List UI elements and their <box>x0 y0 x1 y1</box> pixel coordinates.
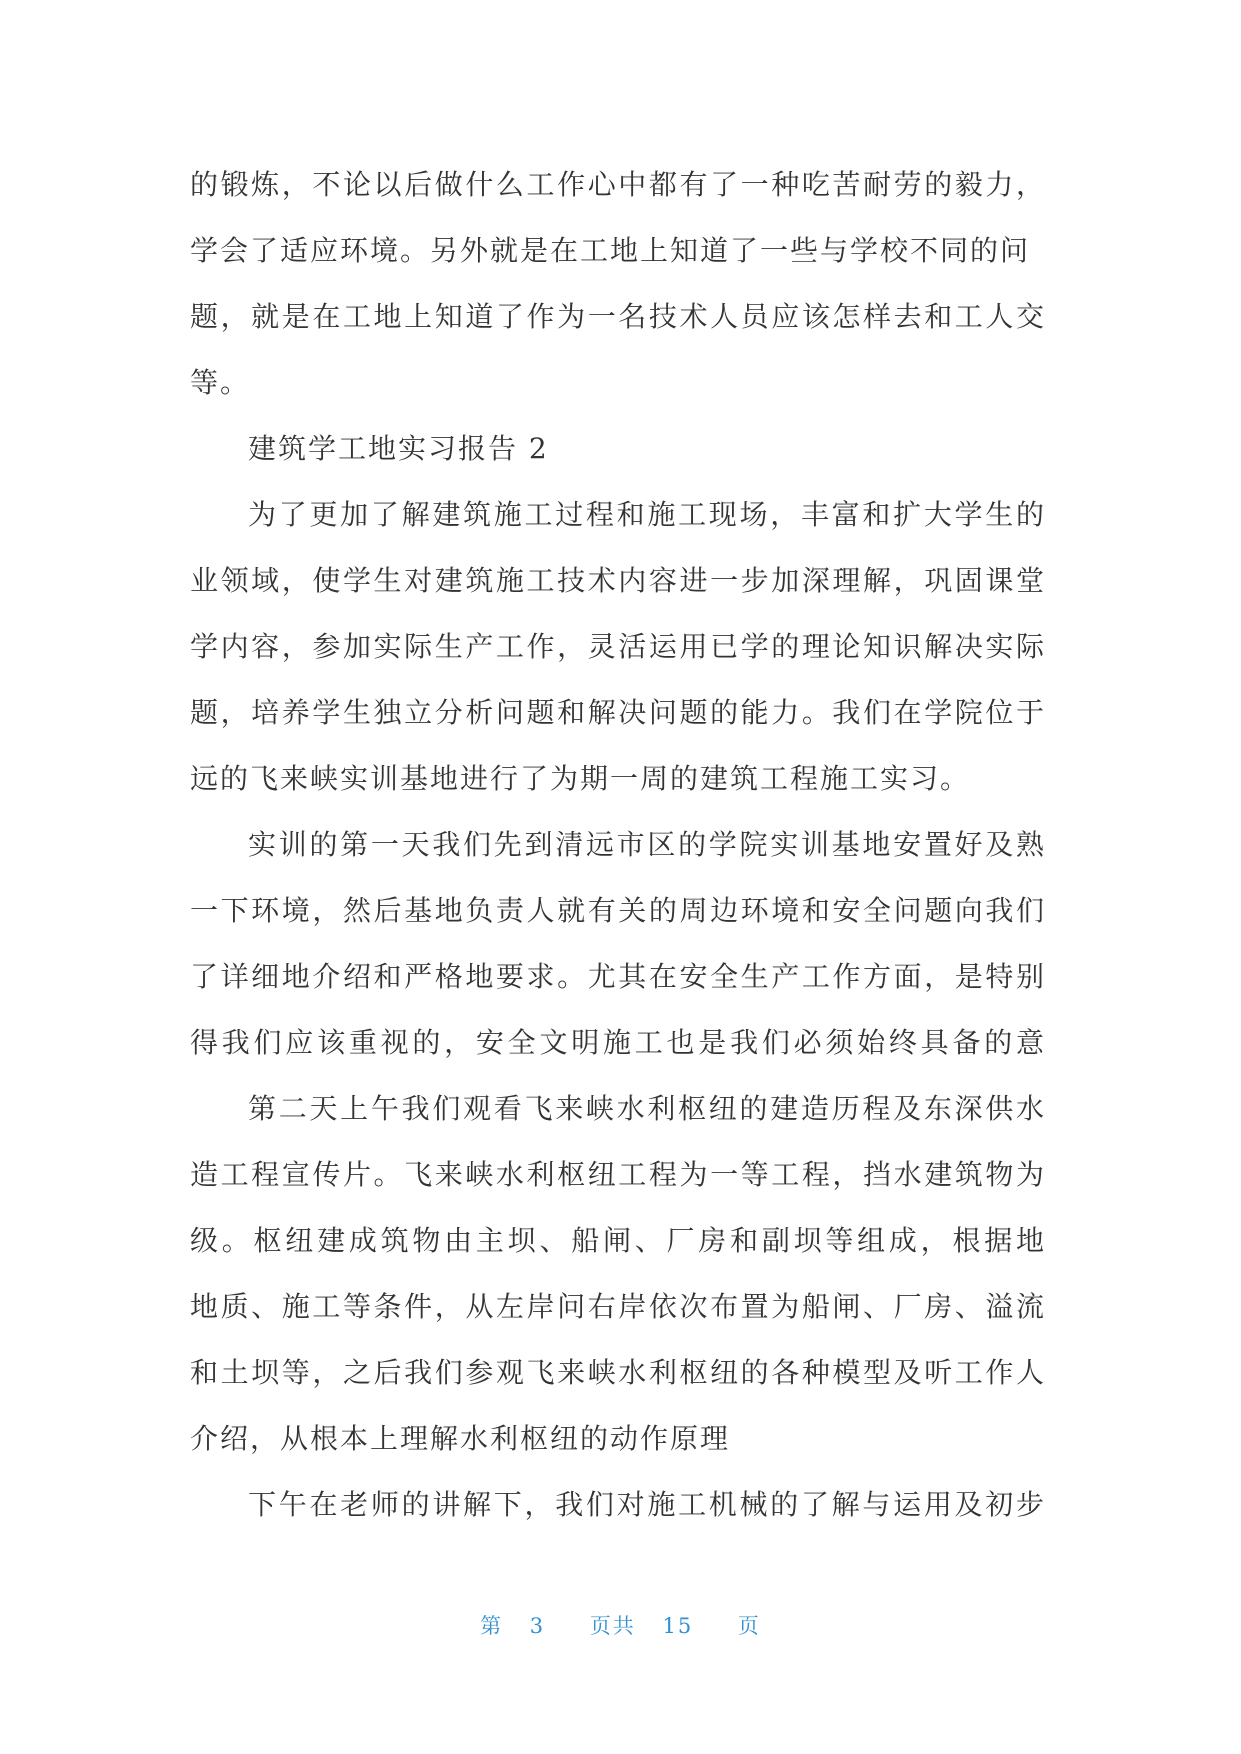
page-footer <box>0 1610 1241 1640</box>
text-line: 学会了适应环境。另外就是在工地上知道了一些与学校不同的问 <box>190 234 1031 267</box>
text-line: 建筑学工地实习报告 2 <box>248 432 549 465</box>
text-line: 地质、施工等条件，从左岸问右岸依次布置为船闸、厂房、溢流 <box>190 1290 1046 1323</box>
document-body <box>190 152 1046 1538</box>
text-line: 等。 <box>190 366 251 399</box>
footer-label-di: 第 <box>480 1614 504 1638</box>
text-line: 和土坝等，之后我们参观飞来峡水利枢纽的各种模型及听工作人 <box>190 1356 1046 1389</box>
text-line: 下午在老师的讲解下，我们对施工机械的了解与运用及初步 <box>248 1488 1046 1521</box>
text-line: 介绍，从根本上理解水利枢纽的动作原理 <box>190 1422 731 1455</box>
text-line: 的锻炼，不论以后做什么工作心中都有了一种吃苦耐劳的毅力， <box>190 168 1046 201</box>
total-pages-number: 15 <box>662 1614 694 1638</box>
text-line: 得我们应该重视的，安全文明施工也是我们必须始终具备的意 <box>190 1026 1046 1059</box>
text-line: 远的飞来峡实训基地进行了为期一周的建筑工程施工实习。 <box>190 762 971 795</box>
text-line: 造工程宣传片。飞来峡水利枢纽工程为一等工程，挡水建筑物为 <box>190 1158 1046 1191</box>
text-line: 级。枢纽建成筑物由主坝、船闸、厂房和副坝等组成，根据地 <box>190 1224 1046 1257</box>
text-line: 为了更加了解建筑施工过程和施工现场，丰富和扩大学生的 <box>248 498 1046 531</box>
text-line: 业领域，使学生对建筑施工技术内容进一步加深理解，巩固课堂 <box>190 564 1046 597</box>
text-line: 了详细地介绍和严格地要求。尤其在安全生产工作方面，是特别 <box>190 960 1046 993</box>
text-line: 题，培养学生独立分析问题和解决问题的能力。我们在学院位于 <box>190 696 1046 729</box>
text-line: 第二天上午我们观看飞来峡水利枢纽的建造历程及东深供水 <box>248 1092 1046 1125</box>
text-line: 一下环境，然后基地负责人就有关的周边环境和安全问题向我们 <box>190 894 1046 927</box>
current-page-number: 3 <box>529 1614 546 1638</box>
footer-label-ye-gong: 页共 <box>589 1614 636 1638</box>
text-line: 题，就是在工地上知道了作为一名技术人员应该怎样去和工人交 <box>190 300 1046 333</box>
text-line: 实训的第一天我们先到清远市区的学院实训基地安置好及熟 <box>248 828 1046 861</box>
text-line: 学内容，参加实际生产工作，灵活运用已学的理论知识解决实际 <box>190 630 1046 663</box>
footer-label-ye: 页 <box>737 1614 761 1638</box>
